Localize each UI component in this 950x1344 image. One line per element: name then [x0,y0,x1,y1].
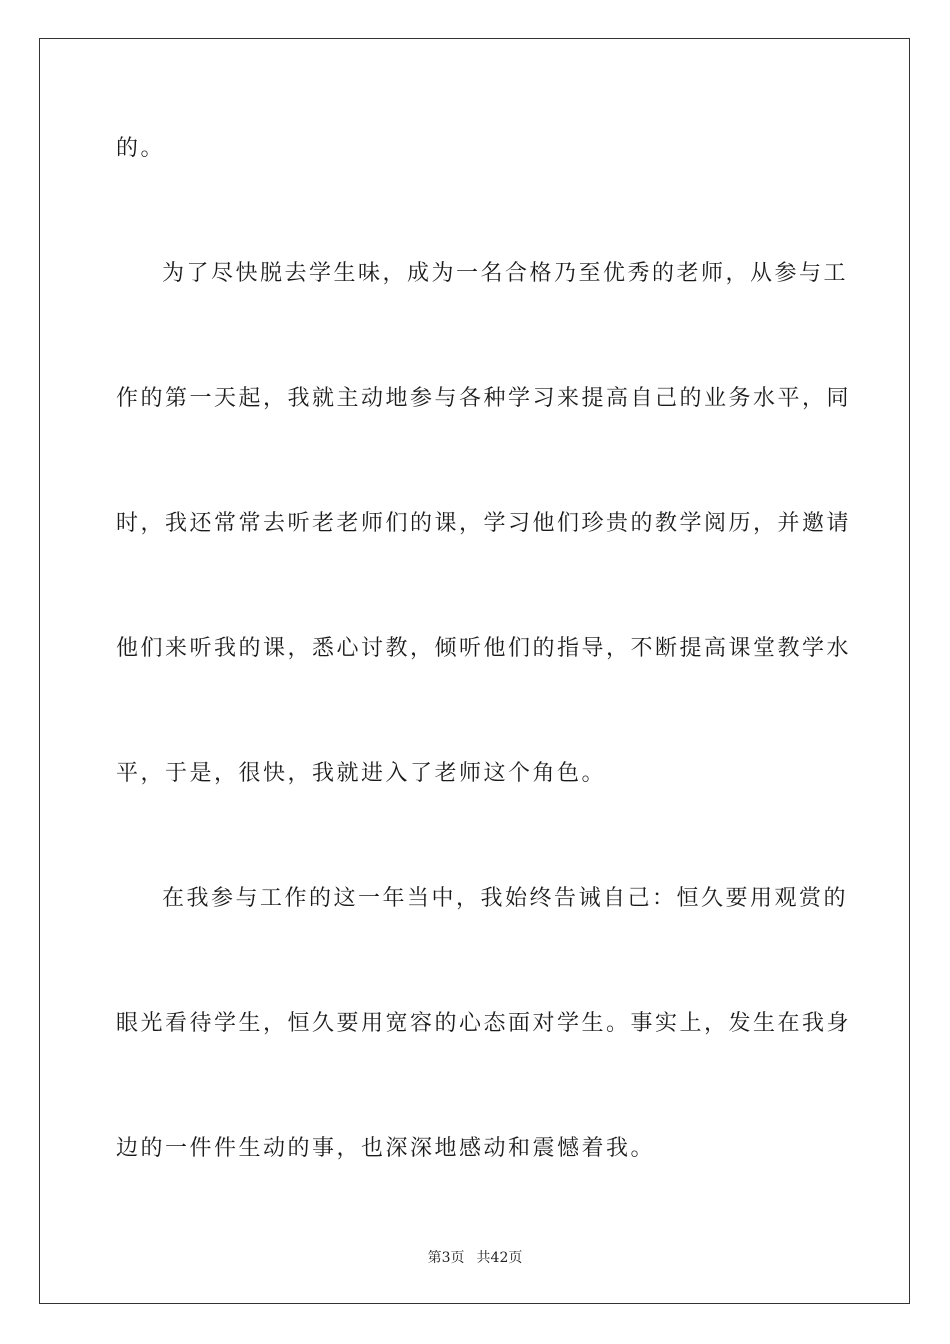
text-line: 眼光看待学生，恒久要用宽容的心态面对学生。事实上，发生在我身 [116,1011,852,1036]
page-footer [0,1248,950,1268]
text-line: 时，我还常常去听老老师们的课，学习他们珍贵的教学阅历，并邀请 [116,511,852,536]
paragraph-start: 为了尽快脱去学生味，成为一名合格乃至优秀的老师，从参与工 [162,261,849,286]
page-total: 共42页 [476,1250,523,1266]
text-line: 平，于是，很快，我就进入了老师这个角色。 [116,761,607,786]
text-line: 他们来听我的课，悉心讨教，倾听他们的指导，不断提高课堂教学水 [116,636,852,661]
page-number: 第3页 [427,1250,465,1266]
page-border [39,38,910,1304]
text-line: 作的第一天起，我就主动地参与各种学习来提高自己的业务水平，同 [116,386,852,411]
text-line: 边的一件件生动的事，也深深地感动和震憾着我。 [116,1136,656,1161]
text-line: 的。 [116,136,166,161]
paragraph-start: 在我参与工作的这一年当中，我始终告诫自己：恒久要用观赏的 [162,886,849,911]
